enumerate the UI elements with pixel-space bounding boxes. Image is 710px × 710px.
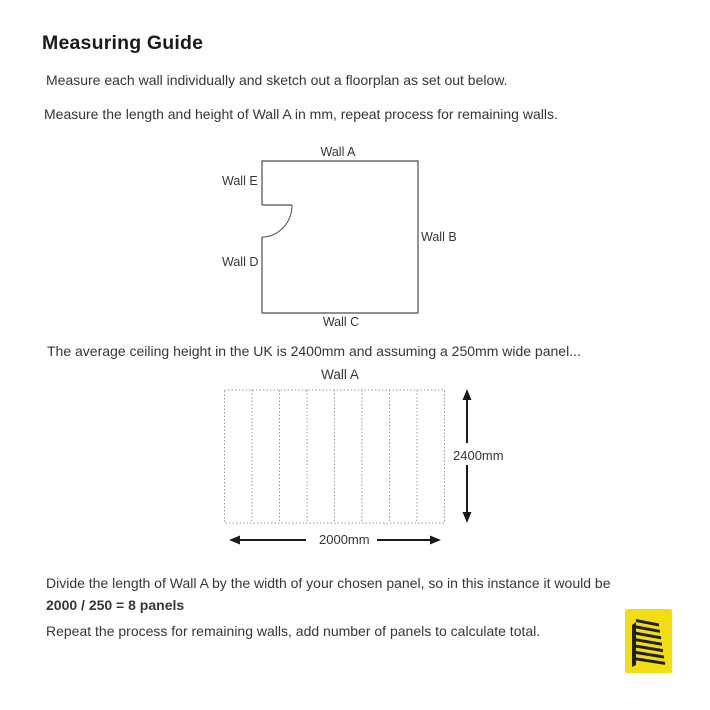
- door-swing-arc: [262, 205, 292, 237]
- panel-divider-lines: [252, 390, 417, 523]
- floorplan-wall-c-label: Wall C: [322, 315, 360, 329]
- page-title: Measuring Guide: [42, 32, 204, 54]
- floorplan-wall-e-label: Wall E: [222, 174, 258, 188]
- arrowhead-left-icon: [229, 536, 240, 545]
- panel-diagram-title: Wall A: [321, 367, 359, 382]
- intro-paragraph-2: Measure the length and height of Wall A in mm, repeat process for remaining walls.: [44, 106, 558, 122]
- floorplan-wall-b-label: Wall B: [421, 230, 457, 244]
- divide-note-paragraph: Divide the length of Wall A by the width of your chosen panel, so in this instance it would be: [46, 575, 611, 591]
- arrowhead-down-icon: [463, 512, 472, 523]
- panel-formula-text: 2000 / 250 = 8 panels: [46, 597, 185, 613]
- arrowhead-right-icon: [430, 536, 441, 545]
- arrowhead-up-icon: [463, 389, 472, 400]
- width-dimension-label: 2000mm: [319, 532, 370, 547]
- intro-paragraph-1: Measure each wall individually and sketch out a floorplan as set out below.: [46, 72, 508, 88]
- ceiling-note-paragraph: The average ceiling height in the UK is 2400mm and assuming a 250mm wide panel...: [47, 343, 581, 359]
- floorplan-walls: [262, 161, 418, 313]
- floorplan-wall-d-label: Wall D: [222, 255, 259, 269]
- floorplan-wall-a-label: Wall A: [320, 145, 356, 159]
- height-dimension-label: 2400mm: [453, 448, 504, 463]
- stacked-panels-logo-icon: [625, 609, 672, 673]
- panel-stack-glyph: [632, 619, 665, 667]
- stacked-panels-logo: [625, 609, 672, 673]
- repeat-note-paragraph: Repeat the process for remaining walls, add number of panels to calculate total.: [46, 623, 541, 639]
